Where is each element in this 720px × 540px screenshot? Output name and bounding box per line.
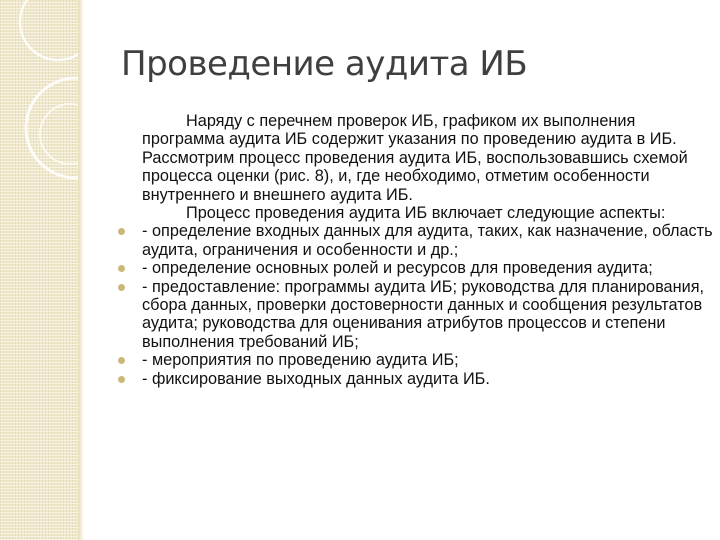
aspects-list [142, 222, 717, 388]
list-item-text: - фиксирование выходных данных аудита ИБ. [142, 369, 490, 388]
bullet-dot-icon [118, 357, 125, 364]
list-item-text: - предоставление: программы аудита ИБ; руководства для планирования, сбора данных, проверки достоверности данных и сообщения результатов аудита; руководства для оценивания атрибутов процессов и степени выполнения требований ИБ; [142, 277, 705, 351]
bullet-dot-icon [118, 265, 125, 272]
list-item [142, 370, 717, 388]
intro-paragraph: Наряду с перечнем проверок ИБ, графиком их выполнения программа аудита ИБ содержит указания по проведению аудита в ИБ. Рассмотрим процесс проведения аудита ИБ, воспользовавшись схемой процесса оценки (рис. 8), и, где необходимо, отметим особенности внутреннего и внешнего аудита ИБ. [142, 112, 688, 204]
decorative-side-strip [0, 0, 78, 540]
bullet-dot-icon [118, 228, 125, 235]
list-item-text: - определение основных ролей и ресурсов для проведения аудита; [142, 259, 653, 278]
list-item [142, 278, 717, 352]
list-item-text: - определение входных данных для аудита, таких, как назначение, область аудита, ограничения и особенности и др.; [142, 222, 713, 259]
slide-body [142, 112, 717, 388]
bullet-dot-icon [118, 376, 125, 383]
bullet-dot-icon [118, 284, 125, 291]
list-item-text: - мероприятия по проведению аудита ИБ; [142, 351, 459, 370]
side-strip-edge [78, 0, 84, 540]
decorative-circles-ornament [0, 0, 78, 540]
slide-title: Проведение аудита ИБ [121, 44, 528, 84]
list-item [142, 222, 717, 259]
list-item [142, 351, 717, 369]
aspects-paragraph: Процесс проведения аудита ИБ включает следующие аспекты: [186, 204, 666, 223]
list-item [142, 259, 717, 277]
